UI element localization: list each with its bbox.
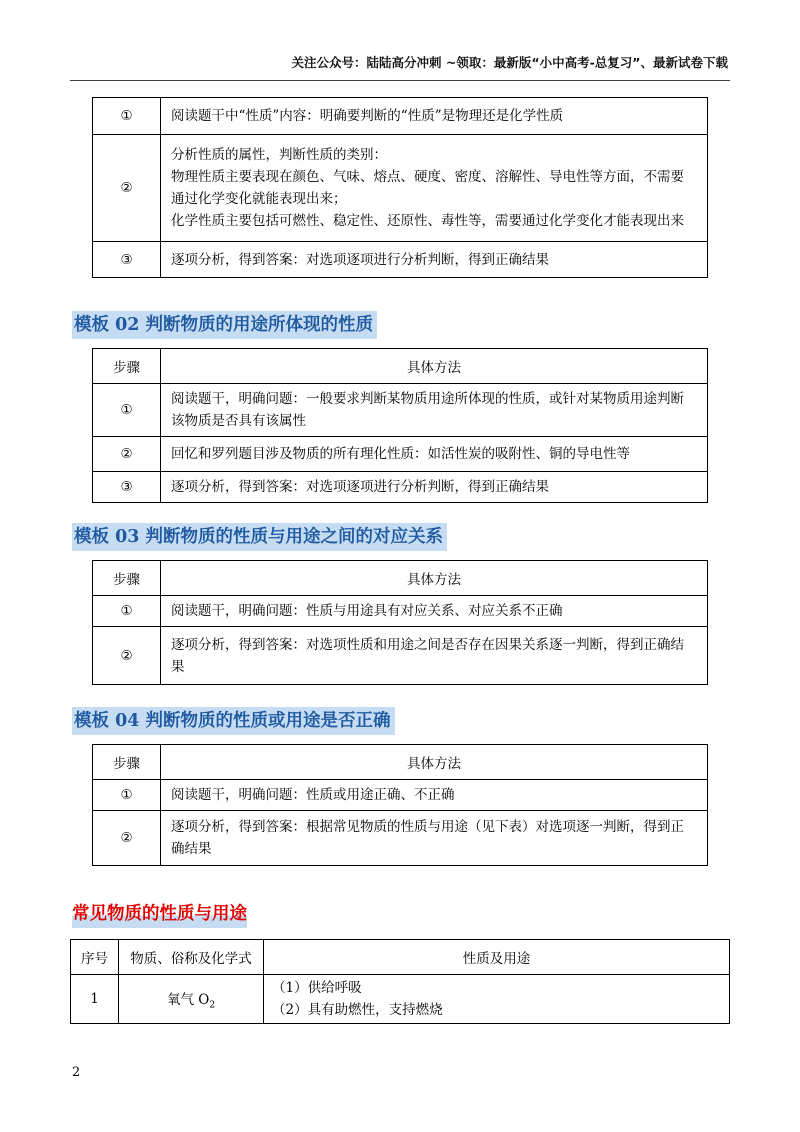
row-index: 1: [71, 975, 119, 1024]
column-header: 步骤: [93, 561, 161, 596]
step-text: 逐项分析，得到答案：根据常见物质的性质与用途（见下表）对选项逐一判断，得到正确结果: [161, 811, 708, 866]
table-header-row: [71, 940, 730, 975]
step-number: ③: [93, 242, 161, 278]
table-row: [93, 596, 708, 627]
step-text: [161, 242, 708, 278]
step-text: 阅读题干，明确问题：一般要求判断某物质用途所体现的性质，或针对某物质用途判断该物质是否具有该属性: [161, 384, 708, 437]
step-line: 物理性质主要表现在颜色、气味、熔点、硬度、密度、溶解性、导电性等方面，不需要通过化学变化就能表现出来；: [171, 169, 684, 207]
section-title-template04: 模板 04 判断物质的性质或用途是否正确: [72, 707, 395, 735]
step-number: ②: [93, 437, 161, 472]
step-number: ①: [93, 98, 161, 135]
table-row: [71, 975, 730, 1024]
uses-cell: [264, 975, 730, 1024]
table-row: [93, 780, 708, 811]
page-header: 关注公众号：陆陆高分冲刺 ~领取：最新版“小中高考-总复习”、最新试卷下载: [291, 55, 728, 70]
substance-properties-table: [70, 939, 730, 1024]
table-row: [93, 811, 708, 866]
template02-steps-table: [92, 348, 708, 503]
table-row: [93, 242, 708, 278]
table-row: [93, 98, 708, 135]
use-line: （1）供给呼吸: [272, 980, 362, 996]
column-header: 具体方法: [161, 349, 708, 384]
column-header: 步骤: [93, 745, 161, 780]
table-row: [93, 135, 708, 242]
step-line: 化学性质主要包括可燃性、稳定性、还原性、毒性等，需要通过化学变化才能表现出来: [171, 213, 684, 229]
step-text: [161, 98, 708, 135]
header-rule: [70, 80, 730, 81]
table-header-row: [93, 745, 708, 780]
step-text: 逐项分析，得到答案：对选项逐项进行分析判断，得到正确结果: [161, 472, 708, 503]
table-header-row: [93, 349, 708, 384]
section-title-template02: 模板 02 判断物质的用途所体现的性质: [72, 311, 377, 339]
template01-steps-table: [92, 97, 708, 278]
column-header: 物质、俗称及化学式: [119, 940, 264, 975]
column-header: 具体方法: [161, 561, 708, 596]
table-row: [93, 437, 708, 472]
substance-cell: [119, 975, 264, 1024]
table-row: [93, 384, 708, 437]
step-text: 阅读题干，明确问题：性质或用途正确、不正确: [161, 780, 708, 811]
template04-steps-table: [92, 744, 708, 866]
step-number: ②: [93, 811, 161, 866]
table-header-row: [93, 561, 708, 596]
step-number: ②: [93, 627, 161, 685]
section-title-common-substances: 常见物质的性质与用途: [72, 900, 247, 928]
step-number: ①: [93, 384, 161, 437]
column-header: 具体方法: [161, 745, 708, 780]
step-text: 逐项分析，得到答案：对选项性质和用途之间是否存在因果关系逐一判断，得到正确结果: [161, 627, 708, 685]
column-header: 步骤: [93, 349, 161, 384]
column-header: 性质及用途: [264, 940, 730, 975]
use-line: （2）具有助燃性，支持燃烧: [272, 1002, 443, 1018]
table-row: [93, 627, 708, 685]
step-line: 分析性质的属性，判断性质的类别：: [171, 147, 387, 163]
step-number: ①: [93, 780, 161, 811]
step-text: 回忆和罗列题目涉及物质的所有理化性质：如活性炭的吸附性、铜的导电性等: [161, 437, 708, 472]
formula-subscript: 2: [209, 1000, 216, 1011]
step-number: ②: [93, 135, 161, 242]
step-line: 阅读题干中“性质”内容：明确要判断的“性质”是物理还是化学性质: [171, 108, 564, 124]
step-number: ①: [93, 596, 161, 627]
step-text: 阅读题干，明确问题：性质与用途具有对应关系、对应关系不正确: [161, 596, 708, 627]
column-header: 序号: [71, 940, 119, 975]
page-number: 2: [72, 1065, 81, 1080]
template03-steps-table: [92, 560, 708, 685]
table-row: [93, 472, 708, 503]
substance-name: 氧气 O: [166, 991, 210, 1008]
section-title-template03: 模板 03 判断物质的性质与用途之间的对应关系: [72, 523, 447, 551]
step-line: 逐项分析，得到答案：对选项逐项进行分析判断，得到正确结果: [171, 251, 549, 268]
step-number: ③: [93, 472, 161, 503]
step-text: [161, 135, 708, 242]
